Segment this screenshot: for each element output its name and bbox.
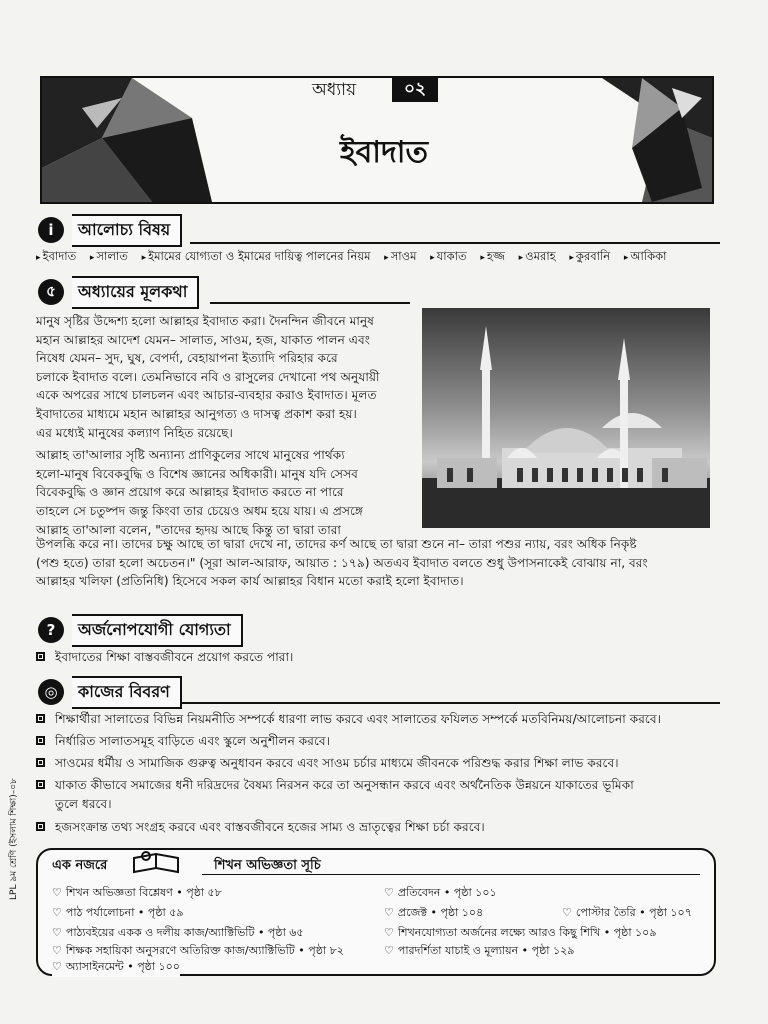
chapter-core-icon: ৫ [38,279,64,305]
text-line: আল্লাহ তা'আলার সৃষ্টি অন্যান্য প্রাণিকুলের সাথে মানুষের পার্থক্য [36,448,345,463]
topic-item: ▸ ইমামের যোগ্যতা ও ইমামের দায়িত্ব পালনের নিয়ম [141,249,371,263]
topic-item: ▸ ওমরাহ [518,249,556,263]
work-item-continued [55,795,112,814]
square-bullet-icon [36,780,45,789]
text-line: উপলব্ধি করে না। তাদের চক্ষু আছে তা দ্বারা দেখে না, তাদের কর্ণ আছে তা দ্বারা শুনে না– তারা পশুর ন্যায়, বরং অধিক নিকৃষ্ট [36,537,637,551]
core-paragraph-narrow [36,312,414,539]
square-bullet-icon [36,714,45,723]
work-item [36,776,726,795]
topic-item: ▸ আকিকা [623,249,667,263]
heart-icon: ♡ [384,886,394,899]
text-line: বিবেকবুদ্ধি ও জ্ঞান প্রয়োগ করে আল্লাহর ইবাদাত করতে না পারে [36,485,344,500]
mosque-illustration [422,308,710,528]
text-line: আল্লাহ তা'আলা বলেন, "তাদের হৃদয় আছে কিন্তু তা দ্বারা তারা [36,522,341,537]
text-line: তাহলে সে চতুষ্পদ জন্তু কিংবা তার চেয়েও অধম হয়ে যায়। এ প্রসঙ্গে [36,503,364,518]
topic-item: ▸ সালাত [89,249,128,263]
target-icon: ◎ [38,679,64,705]
square-bullet-icon [36,736,45,745]
text-line: চলাকে ইবাদাত বলে। তেমনিভাবে নবি ও রাসুলের দেখানো পথ অনুযায়ী [36,369,380,384]
square-bullet-icon [36,652,45,661]
question-icon: ? [38,617,64,643]
heart-icon: ♡ [52,960,62,973]
topic-item: ▸ কুরবানি [569,249,611,263]
heart-icon: ♡ [384,926,394,939]
index-item: ♡ পাঠ পর্যালোচনা • পৃষ্ঠা ৫৯ [52,906,184,919]
square-bullet-icon [36,758,45,767]
work-text: নির্ধারিত সালাতসমূহ বাড়িতে এবং স্কুলে অনুশীলন করবে। [55,734,331,748]
index-item: ♡ পাঠ্যবইয়ের একক ও দলীয় কাজ/অ্যাক্টিভিটি • পৃষ্ঠা ৬৫ [52,926,304,939]
skill-text: ইবাদাতের শিক্ষা বাস্তবজীবনে প্রয়োগ করতে পারা। [55,650,294,664]
section-rule [180,702,720,704]
index-item: ♡ প্রজেক্ট • পৃষ্ঠা ১০৪ [384,906,484,919]
section-rule [190,242,720,244]
chapter-number: ০২ [392,76,438,102]
text-line: আল্লাহর খলিফা (প্রতিনিধি) হিসেবে সকল কার্য আল্লাহর বিধান মতো করাই হলো ইবাদাত। [36,574,464,589]
section-title: কাজের বিবরণ [72,676,182,709]
work-text: সাওমের ধর্মীয় ও সামাজিক গুরুত্ব অনুধাবন করবে এবং সাওম চর্চার মাধ্যমে জীবনকে পরিশুদ্ধ করার শিক্ষা লাভ করবে। [55,756,619,770]
work-text: শিক্ষার্থীরা সালাতের বিভিন্ন নিয়মনীতি সম্পর্কে ধারণা লাভ করবে এবং সালাতের ফযিলত সম্পর্কে মতবিনিময়/আলোচনা করবে। [55,712,661,726]
index-item: ♡ পোস্টার তৈরি • পৃষ্ঠা ১০৭ [562,906,692,919]
index-item: ♡ অ্যাসাইনমেন্ট • পৃষ্ঠা ১০০ [52,958,180,977]
index-item: ♡ শিক্ষক সহায়িকা অনুসরণে অতিরিক্ত কাজ/অ্যাক্টিভিটি • পৃষ্ঠা ৮২ [52,944,344,957]
section-work-heading [38,678,182,706]
topic-item: ▸ যাকাত [430,249,467,263]
heart-icon: ♡ [52,926,62,939]
topic-item: ▸ সাওম [384,249,417,263]
square-bullet-icon [36,822,45,831]
core-paragraph-wide [36,535,724,591]
mosque-photo [422,308,710,528]
section-skills-heading [38,616,243,644]
topic-item: ▸ হজ্জ [480,249,505,263]
work-item [36,818,726,837]
glance-title: শিখন অভিজ্ঞতা সূচি [214,858,321,873]
heart-icon: ♡ [384,906,394,919]
index-item: ♡ প্রতিবেদন • পৃষ্ঠা ১০১ [384,886,497,899]
index-item: ♡ শিখন অভিজ্ঞতা বিশ্লেষণ • পৃষ্ঠা ৫৮ [52,886,222,899]
side-footer-note: LPL ৯ম শ্রেণি (ইসলাম শিক্ষা)–০৮ [9,778,19,900]
text-line: (পশু হতে) তারা হলো অচেতন।" (সূরা আল-আরাফ, আয়াত : ১৭৯) অতএব ইবাদাত বলতে শুধু উপাসনাকেই বোঝায় না, বরং [36,555,648,570]
text-line: নিষেধ যেমন– সুদ, ঘুষ, বেপর্দা, বেহায়াপনা ইত্যাদি পরিহার করে [36,351,338,366]
work-item [36,754,726,773]
text-line: হলো-মানুষ বিবেকবুদ্ধি ও বিশেষ জ্ঞানের অধিকারী। মানুষ যদি সেসব [36,466,358,481]
section-title: অর্জনোপযোগী যোগ্যতা [72,614,243,647]
heart-icon: ♡ [562,906,572,919]
section-rule [210,302,410,304]
work-item [36,710,726,729]
heart-icon: ♡ [52,906,62,919]
section-topics-heading [38,216,182,244]
text-line: ইবাদাতের মাধ্যমে মহান আল্লাহর আনুগত্য ও দাসত্ব প্রকাশ করা হয়। [36,406,357,421]
topics-list [36,248,736,267]
index-item: ♡ পারদর্শিতা যাচাই ও মূল্যায়ন • পৃষ্ঠা ১২৯ [384,944,575,957]
glance-label: এক নজরে [52,858,108,873]
work-text: যাকাত কীভাবে সমাজের ধনী দরিদ্রদের বৈষম্য নিরসন করে তা অনুসন্ধান করবে এবং অর্থনৈতিক উন্নয়নে যাকাতের ভূমিকা [55,778,634,792]
section-core-heading [38,278,199,306]
glance-rule [202,874,700,875]
work-item [36,732,726,751]
chapter-label: অধ্যায় [312,80,357,100]
heart-icon: ♡ [52,886,62,899]
chapter-title: ইবাদাত [340,135,428,170]
learning-experience-index [36,848,716,976]
section-title: আলোচ্য বিষয় [72,214,182,247]
topic-item: ▸ ইবাদাত [36,249,77,263]
text-line: এর মধ্যেই মানুষের কল্যাণ নিহিত রয়েছে। [36,425,233,440]
text-line: একে অপরের সাথে চালচলন এবং আচার-ব্যবহার করাও ইবাদাত। মূলত [36,388,377,403]
work-text: তুলে ধরবে। [55,797,112,811]
skill-item [36,648,293,667]
text-line: মানুষ সৃষ্টির উদ্দেশ্য হলো আল্লাহর ইবাদাত করা। দৈনন্দিন জীবনে মানুষ [36,314,374,328]
heart-icon: ♡ [52,944,62,957]
work-text: হজসংক্রান্ত তথ্য সংগ্রহ করবে এবং বাস্তবজীবনে হজের সাম্য ও ভ্রাতৃত্বের শিক্ষা চর্চা করবে। [55,820,485,834]
heart-icon: ♡ [384,944,394,957]
index-item: ♡ শিখনযোগ্যতা অর্জনের লক্ষ্যে আরও কিছু শিখি • পৃষ্ঠা ১০৯ [384,926,657,939]
info-icon: i [38,217,64,243]
section-title: অধ্যায়ের মূলকথা [72,276,199,309]
text-line: মহান আল্লাহর আদেশ যেমন– সালাত, সাওম, হজ, যাকাত পালন এবং [36,332,371,347]
book-icon [128,850,188,878]
